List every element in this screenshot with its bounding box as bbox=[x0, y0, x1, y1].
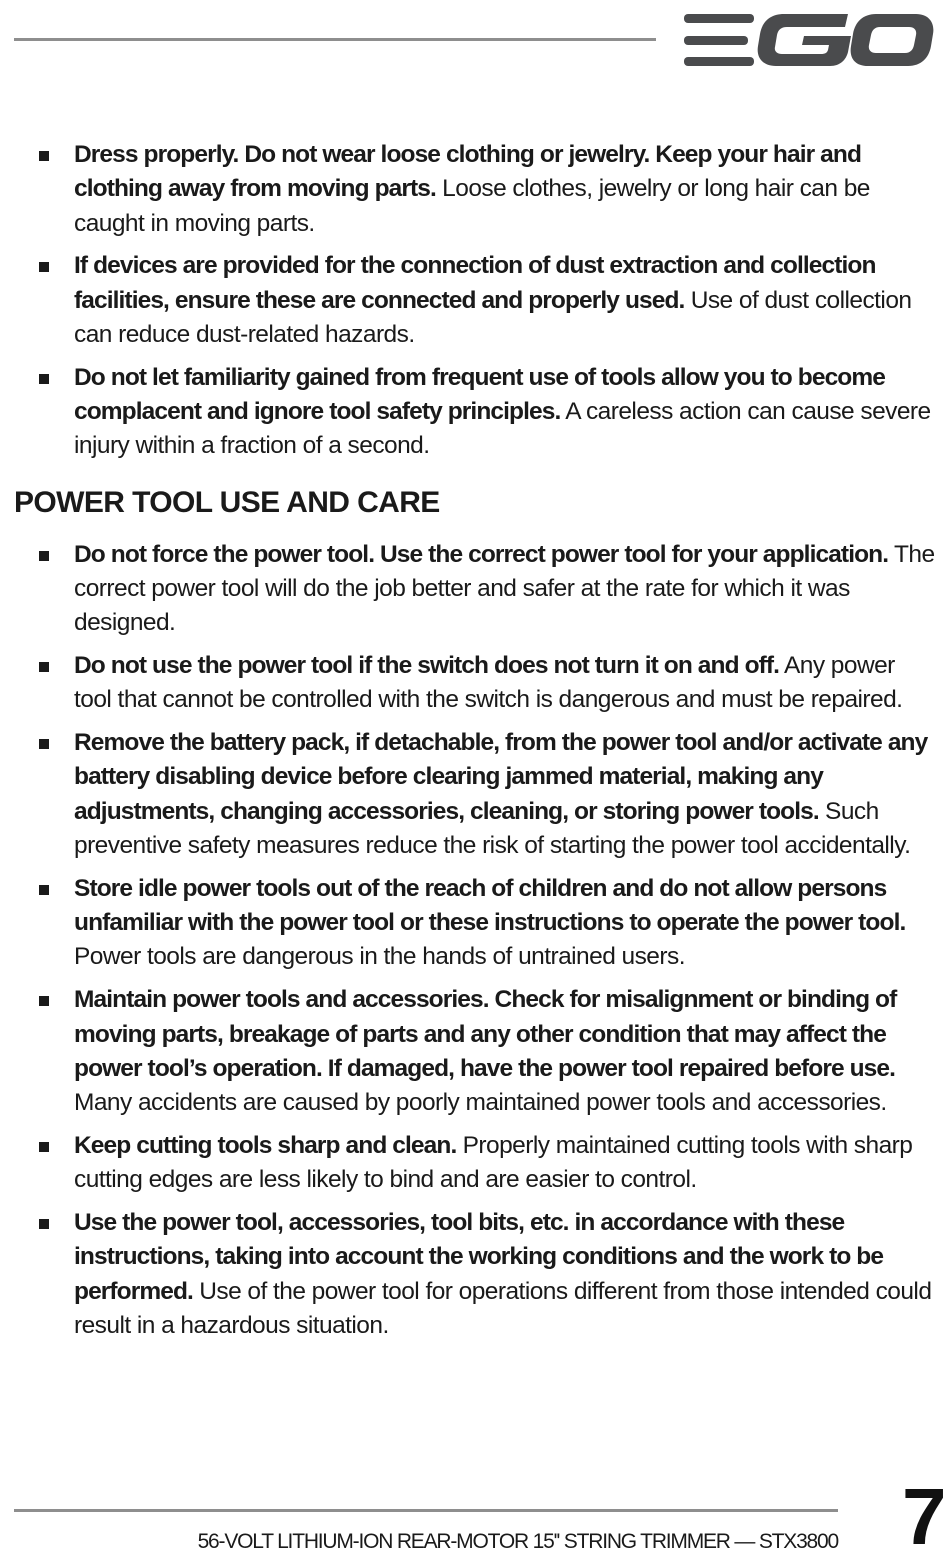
list-item bbox=[14, 249, 938, 352]
page-number: 7 bbox=[902, 1472, 947, 1561]
list-item bbox=[14, 872, 938, 975]
item-lead: Dress properly. Do not wear loose clothing or jewelry. Keep your hair and clothing away from moving parts. bbox=[74, 141, 862, 203]
item-text: Many accidents are caused by poorly maintained power tools and accessories. bbox=[74, 1089, 887, 1117]
item-text: Any power tool that cannot be controlled with the switch is dangerous and must be repaired. bbox=[74, 652, 903, 714]
item-lead: Use the power tool, accessories, tool bits, etc. in accordance with these instructions, taking into account the working conditions and the work to be performed. bbox=[74, 1209, 884, 1305]
square-bullet-icon bbox=[39, 1219, 49, 1229]
item-text: Loose clothes, jewelry or long hair can be caught in moving parts. bbox=[74, 175, 870, 237]
list-item bbox=[14, 361, 938, 464]
footer-rule bbox=[14, 1509, 838, 1512]
square-bullet-icon bbox=[39, 551, 49, 561]
item-lead: Remove the battery pack, if detachable, from the power tool and/or activate any battery disabling device before clearing jammed material, making any adjustments, changing accessories, cleaning, or storing power tools. bbox=[74, 729, 928, 825]
power-tool-care-list bbox=[14, 538, 938, 1344]
item-text: Properly maintained cutting tools with sharp cutting edges are less likely to bind and are easier to control. bbox=[74, 1131, 913, 1194]
item-lead: Store idle power tools out of the reach of children and do not allow persons unfamiliar with the power tool or these instructions to operate the power tool. bbox=[74, 874, 906, 937]
list-item bbox=[14, 138, 938, 241]
square-bullet-icon bbox=[39, 262, 49, 272]
item-lead: Maintain power tools and accessories. Check for misalignment or binding of moving parts, breakage of parts and any other condition that may affect the power tool’s operation. If damaged, have the power tool repaired before use. bbox=[74, 986, 897, 1082]
square-bullet-icon bbox=[39, 739, 49, 749]
item-lead: If devices are provided for the connection of dust extraction and collection facilities, ensure these are connected and properly used. bbox=[74, 252, 876, 314]
list-item bbox=[14, 1129, 938, 1198]
square-bullet-icon bbox=[39, 1142, 49, 1152]
list-item bbox=[14, 983, 938, 1120]
list-item bbox=[14, 726, 938, 863]
square-bullet-icon bbox=[39, 374, 49, 384]
square-bullet-icon bbox=[39, 151, 49, 161]
list-item bbox=[14, 1206, 938, 1343]
list-item bbox=[14, 538, 938, 641]
item-text: A careless action can cause severe injury within a fraction of a second. bbox=[74, 398, 931, 460]
item-lead: Do not use the power tool if the switch does not turn it on and off. bbox=[74, 652, 780, 680]
intro-safety-list bbox=[14, 138, 938, 464]
item-text: The correct power tool will do the job better and safer at the rate for which it was designed. bbox=[74, 540, 935, 637]
item-lead: Do not force the power tool. Use the correct power tool for your application. bbox=[74, 540, 889, 568]
item-lead: Do not let familiarity gained from frequent use of tools allow you to become complacent and ignore tool safety principles. bbox=[74, 363, 885, 426]
header-rule bbox=[14, 38, 656, 41]
item-text: Use of the power tool for operations different from those intended could result in a hazardous situation. bbox=[74, 1277, 932, 1339]
square-bullet-icon bbox=[39, 996, 49, 1006]
item-text: Use of dust collection can reduce dust-related hazards. bbox=[74, 286, 912, 348]
ego-logo bbox=[680, 12, 936, 68]
section-heading: POWER TOOL USE AND CARE bbox=[14, 485, 440, 519]
page-content bbox=[14, 138, 938, 1352]
footer-product-title: 56-VOLT LITHIUM-ION REAR-MOTOR 15'' STRING TRIMMER — STX3800 bbox=[197, 1530, 838, 1553]
item-text: Such preventive safety measures reduce the risk of starting the power tool accidentally. bbox=[74, 797, 911, 860]
item-text: Power tools are dangerous in the hands of untrained users. bbox=[74, 943, 685, 971]
list-item bbox=[14, 649, 938, 718]
item-lead: Keep cutting tools sharp and clean. bbox=[74, 1131, 457, 1159]
square-bullet-icon bbox=[39, 662, 49, 672]
square-bullet-icon bbox=[39, 885, 49, 895]
